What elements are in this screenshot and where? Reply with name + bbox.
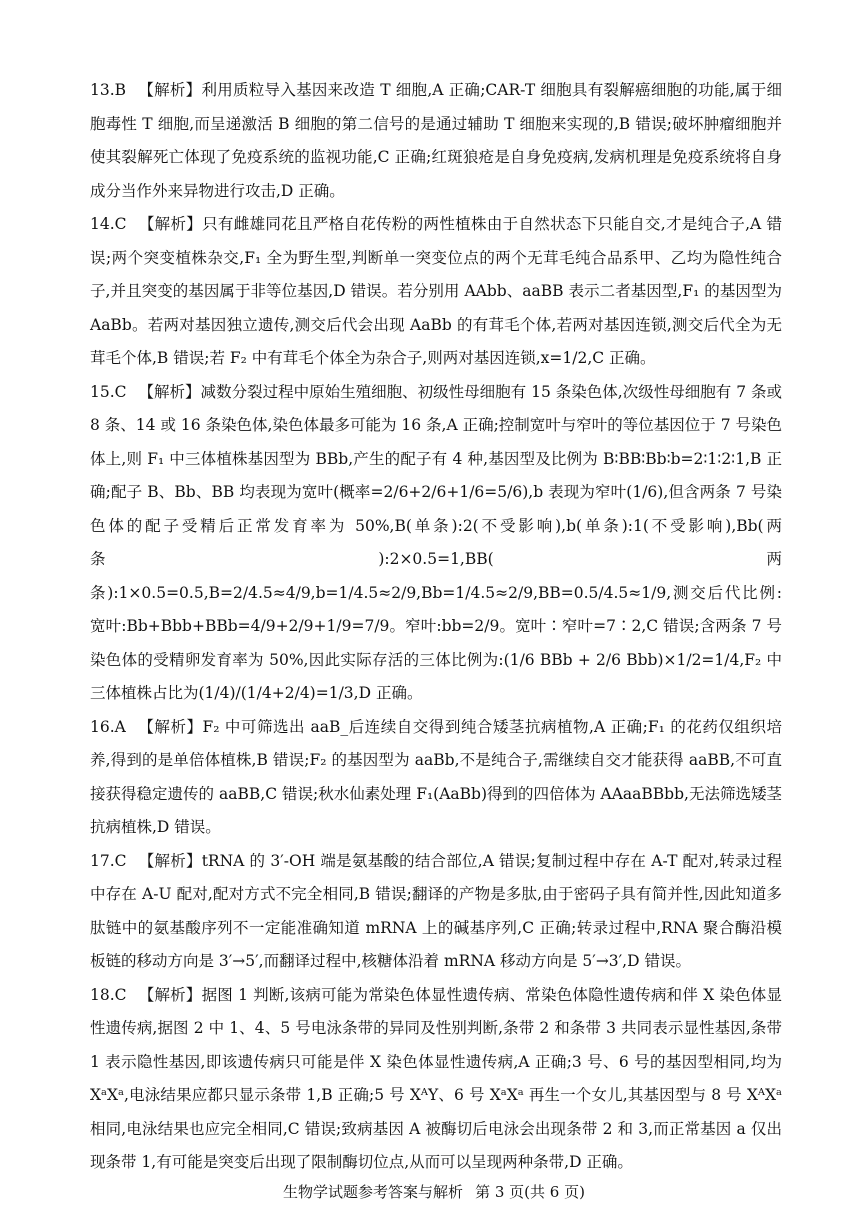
item-explanation: 【解析】据图 1 判断,该病可能为常染色体显性遗传病、常染色体隐性遗传病和伴 X 染色体显性遗传病,据图 2 中 1、4、5 号电泳条带的异同及性别判断,条带 2 和条带 3 共同表示显性基因,条带 1 表示隐性基因,即该遗传病只可能是伴 X 染色体显性遗传病,A 正确;3 号、6 号的基因型相同,均为 XᵃXᵃ,电泳结果应都只显示条带 1,B 正确;5 号 XᴬY、6 号 XᵃXᵃ 再生一个女儿,其基因型与 8 号 XᴬXᵃ 相同,电泳结果也应完全相同,C 错误;致病基因 A 被酶切后电泳会出现条带 2 和 3,而正常基因 a 仅出现条带 1,有可能是突变后出现了限制酶切位点,从而可以呈现两种条带,D 正确。	[90, 985, 782, 1171]
footer-page-number: 第 3 页(共 6 页)	[475, 1183, 585, 1201]
answer-item-13	[90, 74, 782, 208]
item-number: 18.	[90, 985, 115, 1004]
item-number: 16.	[90, 717, 115, 736]
item-answer: C	[114, 851, 127, 870]
item-number: 13.	[90, 81, 115, 99]
answer-item-17	[90, 845, 782, 979]
item-explanation: 【解析】利用质粒导入基因来改造 T 细胞,A 正确;CAR-T 细胞具有裂解癌细胞的功能,属于细胞毒性 T 细胞,而呈递激活 B 细胞的第二信号的是通过辅助 T 细胞来实现的,B 错误;破坏肿瘤细胞并使其裂解死亡体现了免疫系统的监视功能,C 正确;红斑狼疮是自身免疫病,发病机理是免疫系统将自身成分当作外来异物进行攻击,D 正确。	[90, 81, 782, 200]
item-explanation: 【解析】减数分裂过程中原始生殖细胞、初级性母细胞有 15 条染色体,次级性母细胞有 7 条或 8 条、14 或 16 条染色体,染色体最多可能为 16 条,A 正确;控制宽叶与窄叶的等位基因位于 7 号染色体上,则 F₁ 中三体植株基因型为 BBb,产生的配子有 4 种,基因型及比例为 B∶BB∶Bb∶b=2∶1∶2∶1,B 正确;配子 B、Bb、BB 均表现为宽叶(概率=2/6+2/6+1/6=5/6),b 表现为窄叶(1/6),但含两条 7 号染色体的配子受精后正常发育率为 50%,B(单条):2(不受影响),b(单条):1(不受影响),Bb(两条):2×0.5=1,BB(两条):1×0.5=0.5,B=2/4.5≈4/9,b=1/4.5≈2/9,Bb=1/4.5≈2/9,BB=0.5/4.5≈1/9,测交后代比例:宽叶:Bb+Bbb+BBb=4/9+2/9+1/9=7/9。窄叶:bb=2/9。宽叶∶窄叶=7∶2,C 错误;含两条 7 号染色体的受精卵发育率为 50%,因此实际存活的三体比例为:(1/6 BBb + 2/6 Bbb)×1/2=1/4,F₂ 中三体植株占比为(1/4)/(1/4+2/4)=1/3,D 正确。	[90, 382, 783, 702]
item-answer: C	[114, 215, 127, 233]
item-number: 17.	[90, 851, 115, 870]
answer-item-15	[90, 376, 782, 711]
item-answer: C	[114, 985, 127, 1004]
item-number: 15.	[90, 382, 115, 401]
answer-item-18	[90, 979, 782, 1180]
footer-title: 生物学试题参考答案与解析	[283, 1183, 464, 1201]
answer-item-14	[90, 208, 782, 376]
item-number: 14.	[90, 215, 115, 233]
item-answer: B	[114, 81, 127, 99]
answer-list	[90, 74, 782, 1180]
page-footer	[0, 1181, 868, 1202]
item-answer: A	[114, 717, 126, 736]
answer-item-16	[90, 711, 782, 845]
item-explanation: 【解析】F₂ 中可筛选出 aaB_后连续自交得到纯合矮茎抗病植物,A 正确;F₁ 的花药仅组织培养,得到的是单倍体植株,B 错误;F₂ 的基因型为 aaBb,不是纯合子,需继续自交才能获得 aaBB,不可直接获得稳定遗传的 aaBB,C 错误;秋水仙素处理 F₁(AaBb)得到的四倍体为 AAaaBBbb,无法筛选矮茎抗病植株,D 错误。	[90, 717, 782, 836]
item-explanation: 【解析】只有雌雄同花且严格自花传粉的两性植株由于自然状态下只能自交,才是纯合子,A 错误;两个突变植株杂交,F₁ 全为野生型,判断单一突变位点的两个无茸毛纯合品系甲、乙均为隐性纯合子,并且突变的基因属于非等位基因,D 错误。若分别用 AAbb、aaBB 表示二者基因型,F₁ 的基因型为 AaBb。若两对基因独立遗传,测交后代会出现 AaBb 的有茸毛个体,若两对基因连锁,测交后代全为无茸毛个体,B 错误;若 F₂ 中有茸毛个体全为杂合子,则两对基因连锁,x=1/2,C 正确。	[90, 215, 782, 367]
item-answer: C	[114, 382, 127, 401]
item-explanation: 【解析】tRNA 的 3′-OH 端是氨基酸的结合部位,A 错误;复制过程中存在 A-T 配对,转录过程中存在 A-U 配对,配对方式不完全相同,B 错误;翻译的产物是多肽,由于密码子具有简并性,因此知道多肽链中的氨基酸序列不一定能准确知道 mRNA 上的碱基序列,C 正确;转录过程中,RNA 聚合酶沿模板链的移动方向是 3′→5′,而翻译过程中,核糖体沿着 mRNA 移动方向是 5′→3′,D 错误。	[90, 851, 782, 970]
